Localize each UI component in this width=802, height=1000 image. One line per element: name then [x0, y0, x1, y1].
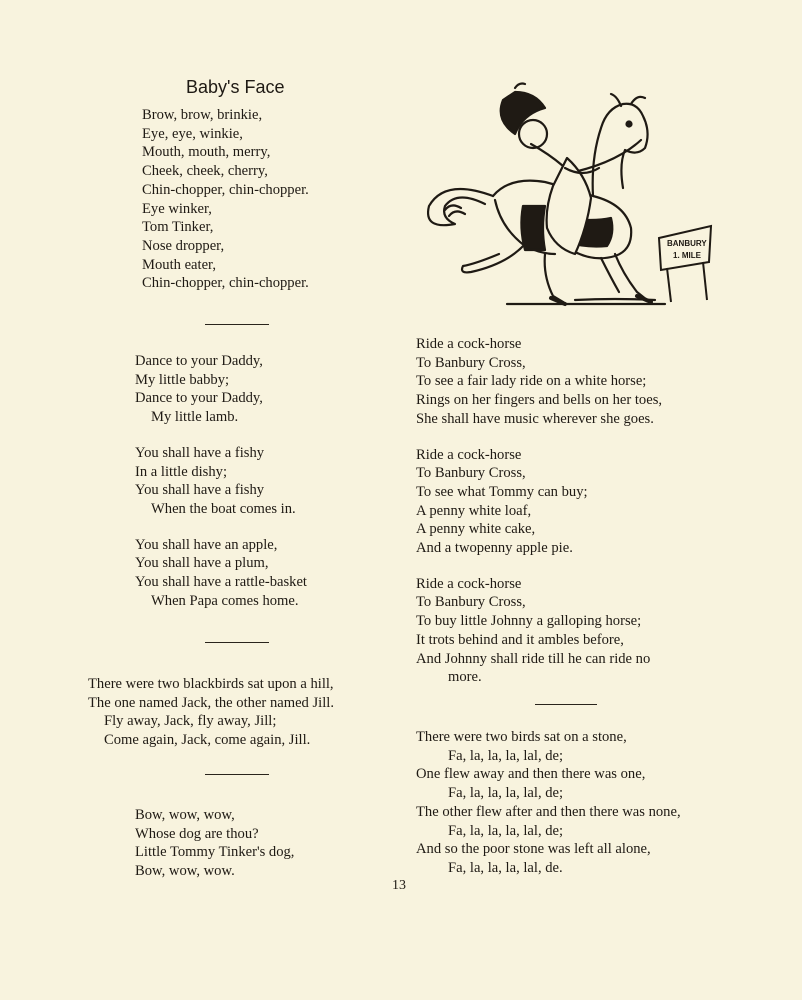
poem-line: One flew away and then there was one,	[416, 766, 646, 783]
cock-horse-illustration	[415, 78, 715, 310]
poem-line: Come again, Jack, come again, Jill.	[104, 732, 311, 749]
poem-line: My little lamb.	[151, 409, 239, 426]
poem-line: There were two birds sat on a stone,	[416, 729, 627, 745]
poem-line: And so the poor stone was left all alone,	[416, 841, 651, 858]
poem-line: To buy little Johnny a galloping horse;	[416, 613, 642, 630]
poem-line: To see a fair lady ride on a white horse;	[416, 373, 647, 390]
poem-line: You shall have an apple,	[135, 536, 278, 553]
poem-line: And Johnny shall ride till he can ride no	[416, 650, 651, 667]
poem-line: Fa, la, la, la, lal, de.	[448, 859, 563, 876]
stanza	[135, 352, 307, 427]
poem-line: Bow, wow, wow.	[135, 863, 235, 880]
blackbirds-poem	[88, 675, 334, 750]
stanza	[416, 446, 662, 558]
poem-line: Mouth, mouth, merry,	[142, 144, 271, 161]
sign-text-distance: 1. MILE	[673, 251, 702, 260]
divider-rule	[205, 774, 269, 775]
poem-line: You shall have a fishy	[135, 482, 265, 499]
poem-line: When Papa comes home.	[151, 592, 299, 609]
bowwow-poem	[135, 806, 294, 881]
stanza	[135, 444, 307, 519]
babys-face-poem	[142, 106, 309, 293]
poem-line: more.	[448, 669, 482, 686]
poem-line: Chin-chopper, chin-chopper.	[142, 275, 309, 292]
poem-line: You shall have a plum,	[135, 555, 269, 572]
stanza	[416, 335, 662, 429]
poem-line: A penny white loaf,	[416, 502, 532, 519]
poem-line: You shall have a rattle-basket	[135, 574, 307, 591]
poem-line: When the boat comes in.	[151, 500, 296, 517]
poem-line: Chin-chopper, chin-chopper.	[142, 181, 309, 198]
divider-rule	[535, 704, 597, 705]
poem-line: In a little dishy;	[135, 463, 228, 480]
poem-line: Tom Tinker,	[142, 219, 214, 236]
poem-line: Mouth eater,	[142, 256, 216, 273]
poem-line: Brow, brow, brinkie,	[142, 107, 263, 123]
divider-rule	[205, 642, 269, 643]
poem-line: Whose dog are thou?	[135, 825, 259, 842]
page-number: 13	[392, 878, 406, 893]
poem-line: Fa, la, la, la, lal, de;	[448, 822, 564, 839]
poem-line: To see what Tommy can buy;	[416, 483, 588, 500]
poem-line: Ride a cock-horse	[416, 575, 522, 592]
poem-line: Ride a cock-horse	[416, 336, 522, 352]
sign-text-town: BANBURY	[667, 239, 707, 248]
poem-line: She shall have music wherever she goes.	[416, 410, 654, 427]
poem-line: Cheek, cheek, cherry,	[142, 163, 268, 180]
stanza	[135, 536, 307, 611]
poem-line: Rings on her fingers and bells on her toes,	[416, 392, 663, 409]
poem-line: Fly away, Jack, fly away, Jill;	[104, 713, 277, 730]
poem-line: And a twopenny apple pie.	[416, 540, 573, 557]
banbury-sign	[659, 226, 711, 302]
poem-line: Bow, wow, wow,	[135, 807, 235, 823]
stanza	[416, 575, 662, 687]
poem-line: To Banbury Cross,	[416, 594, 526, 611]
poem-line: You shall have a fishy	[135, 444, 265, 461]
cockhorse-poem	[416, 335, 662, 704]
poem-line: To Banbury Cross,	[416, 465, 526, 482]
poem-line: A penny white cake,	[416, 521, 536, 538]
poem-line: Nose dropper,	[142, 237, 225, 254]
poem-line: Little Tommy Tinker's dog,	[135, 844, 295, 861]
poem-line: Fa, la, la, la, lal, de;	[448, 785, 564, 802]
poem-line: Eye winker,	[142, 200, 212, 217]
poem-line: My little babby;	[135, 371, 230, 388]
poem-line: Fa, la, la, la, lal, de;	[448, 747, 564, 764]
poem-line: It trots behind and it ambles before,	[416, 631, 624, 648]
poem-title: Baby's Face	[186, 77, 285, 97]
poem-line: There were two blackbirds sat upon a hill,	[88, 676, 334, 692]
divider-rule	[205, 324, 269, 325]
poem-line: The other flew after and then there was none,	[416, 803, 681, 820]
poem-line: Eye, eye, winkie,	[142, 125, 243, 142]
poem-line: Dance to your Daddy,	[135, 390, 263, 407]
poem-line: The one named Jack, the other named Jill.	[88, 694, 334, 711]
poem-line: Ride a cock-horse	[416, 446, 522, 463]
birds-stone-poem	[416, 728, 681, 878]
dance-poem	[135, 352, 307, 627]
poem-line: Dance to your Daddy,	[135, 353, 263, 369]
poem-line: To Banbury Cross,	[416, 354, 526, 371]
